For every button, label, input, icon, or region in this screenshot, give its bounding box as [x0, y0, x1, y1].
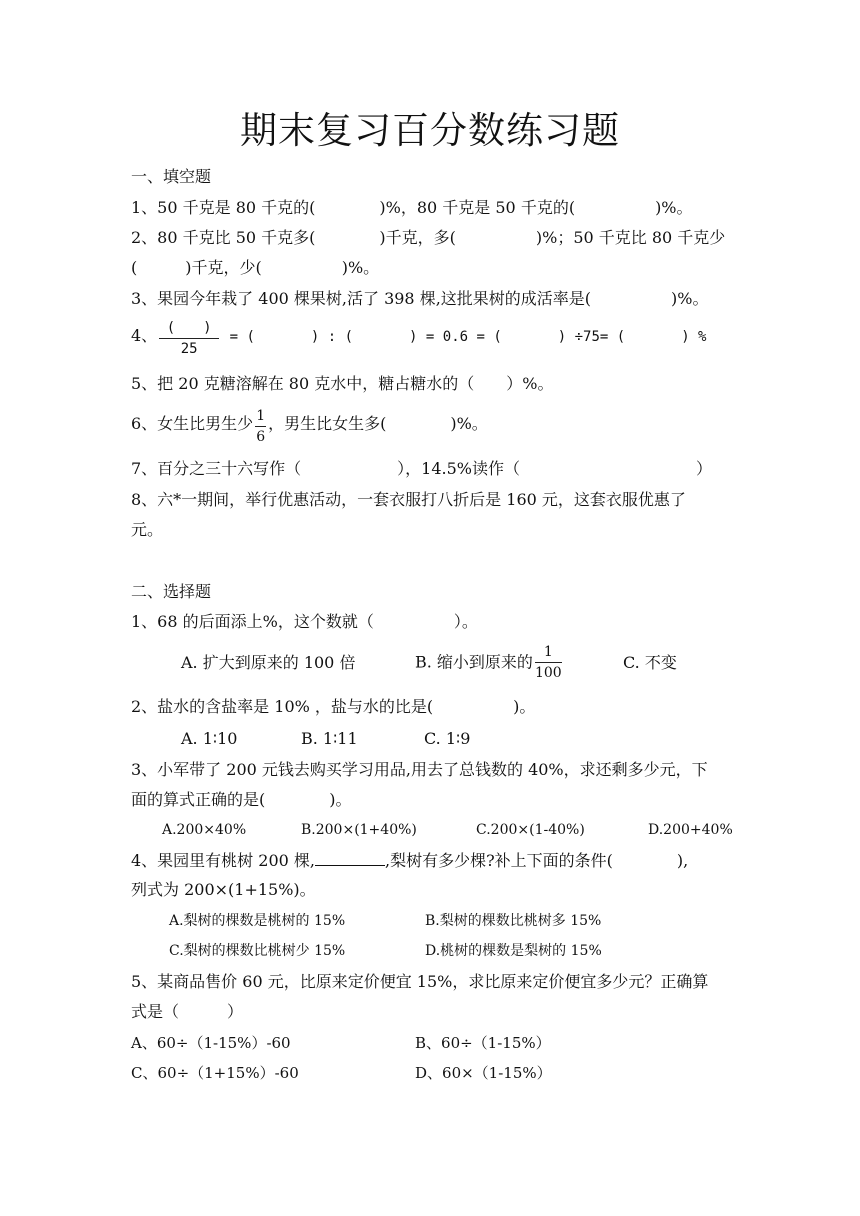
q2-3-option-c: C.200×(1-40%)	[476, 822, 585, 838]
question-1-2-line2: ( )千克，少( )%。	[131, 258, 380, 277]
fraction-one-sixth: $\frac{1}{6}$	[256, 408, 266, 445]
question-2-4-line1: 4、果园里有桃树 200 棵, ,梨树有多少棵?补上下面的条件( ),	[131, 851, 689, 870]
question-2-2: 2、盐水的含盐率是 10% ，盐与水的比是( )。	[131, 697, 536, 716]
question-1-6: 6、女生比男生少 $\frac{1}{6}$ ，男生比女生多( )%。	[131, 408, 488, 445]
answer-blank	[315, 851, 385, 866]
question-1-1: 1、50 千克是 80 千克的( )%，80 千克是 50 千克的( )%。	[131, 198, 693, 217]
section-heading-fill-in: 一、填空题	[131, 167, 212, 186]
q2-4-option-c: C.梨树的棵数比桃树少 15%	[169, 943, 346, 959]
q2-3-option-a: A.200×40%	[162, 822, 247, 838]
q2-1-option-a: A. 扩大到原来的 100 倍	[181, 653, 356, 672]
fraction-one-hundredth: $\frac{1}{100}$	[534, 644, 562, 681]
q2-1-option-b: B. 缩小到原来的 $\frac{1}{100}$	[415, 644, 562, 681]
q2-4-option-d: D.桃树的棵数是梨树的 15%	[425, 943, 602, 959]
question-1-8-line2: 元。	[131, 520, 164, 539]
q2-3-option-b: B.200×(1+40%)	[301, 822, 417, 838]
section-heading-multiple-choice: 二、选择题	[131, 582, 212, 601]
question-2-5-line2: 式是（ ）	[131, 1002, 244, 1021]
q2-4-option-b: B.梨树的棵数比桃树多 15%	[425, 913, 602, 929]
q2-5-option-c: C、60÷（1+15%）-60	[131, 1064, 299, 1082]
fraction-over-25: $\frac{( )}{25}$	[159, 318, 219, 359]
question-1-4: 4、 $\frac{( )}{25}$ = ( ) : ( ) = 0.6 = ( ) ÷75= ( ) %	[131, 320, 707, 357]
question-1-8-line1: 8、六*一期间，举行优惠活动，一套衣服打八折后是 160 元，这套衣服优惠了	[131, 490, 686, 509]
question-1-2-line1: 2、80 千克比 50 千克多( )千克，多( )%；50 千克比 80 千克少	[131, 228, 726, 247]
q2-2-option-b: B. 1∶11	[301, 729, 358, 748]
question-1-7: 7、百分之三十六写作（ ），14.5%读作（ ）	[131, 459, 713, 478]
page-title: 期末复习百分数练习题	[240, 109, 620, 152]
question-1-3: 3、果园今年栽了 400 棵果树,活了 398 棵,这批果树的成活率是( )%。	[131, 289, 709, 308]
question-2-1: 1、68 的后面添上%，这个数就（ ）。	[131, 612, 478, 631]
question-2-3-line2: 面的算式正确的是( )。	[131, 790, 352, 809]
q2-2-option-a: A. 1∶10	[181, 729, 238, 748]
q2-2-option-c: C. 1∶9	[424, 729, 471, 748]
q2-5-option-d: D、60×（1-15%）	[415, 1064, 552, 1082]
q2-5-option-b: B、60÷（1-15%）	[415, 1034, 551, 1052]
question-2-4-line2: 列式为 200×(1+15%)。	[131, 880, 316, 899]
q2-4-option-a: A.梨树的棵数是桃树的 15%	[169, 913, 346, 929]
q2-3-option-d: D.200+40%	[648, 822, 733, 838]
question-1-5: 5、把 20 克糖溶解在 80 克水中，糖占糖水的（ ）%。	[131, 374, 554, 393]
question-2-3-line1: 3、小军带了 200 元钱去购买学习用品,用去了总钱数的 40%，求还剩多少元，下	[131, 760, 708, 779]
q2-1-option-c: C. 不变	[623, 653, 677, 672]
question-2-5-line1: 5、某商品售价 60 元，比原来定价便宜 15%，求比原来定价便宜多少元？正确算	[131, 972, 709, 991]
q2-5-option-a: A、60÷（1-15%）-60	[131, 1034, 291, 1052]
